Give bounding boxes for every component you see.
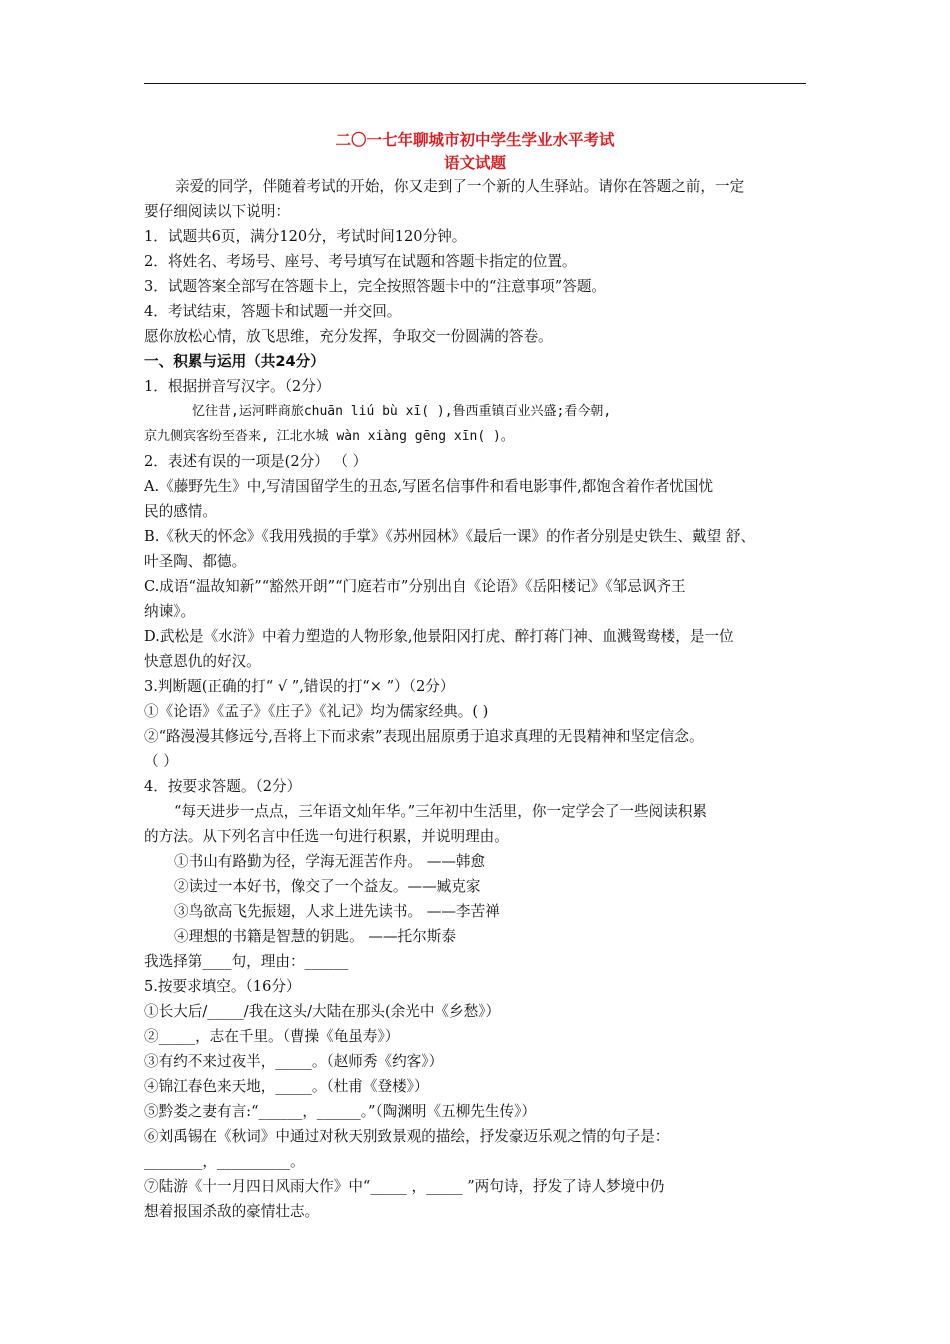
- q5-item: ①长大后/_____/我在这头/大陆在那头(余光中《乡愁》）: [144, 1003, 501, 1020]
- q3-item: （ ）: [144, 753, 178, 770]
- q5-item: ⑤黔娄之妻有言:“______，______。”（陶渊明《五柳先生传》）: [144, 1103, 536, 1120]
- option-c: 纳谏》。: [144, 603, 196, 620]
- q1-line: 京九侧宾客纷至沓来, 江北水城 wàn xiàng gēng xīn( )。: [144, 429, 514, 444]
- q3-item: ②“路漫漫其修远兮,吾将上下而求索”表现出屈原勇于追求真理的无畏精神和坚定信念。: [144, 728, 704, 745]
- q4-quote: ③鸟欲高飞先振翅，人求上进先读书。 ——李苦禅: [174, 903, 500, 920]
- instruction-item: 3．试题答案全部写在答题卡上，完全按照答题卡中的“注意事项”答题。: [144, 278, 607, 295]
- option-c: C.成语“温故知新”“豁然开朗”“门庭若市”分别出自《论语》《岳阳楼记》《邹忌讽齐王: [144, 578, 686, 595]
- question-stem: 5.按要求填空。（16分）: [144, 978, 301, 995]
- q1-line: 忆往昔,运河畔商旅chuān liú bù xī( ),鲁西重镇百业兴盛;看今朝,: [192, 404, 612, 419]
- top-rule: [144, 83, 806, 84]
- instruction-item: 1．试题共6页，满分120分，考试时间120分钟。: [144, 228, 467, 245]
- q5-item: ④锦江春色来天地，_____。（杜甫《登楼》）: [144, 1078, 429, 1095]
- q4-answer: 我选择第____句，理由：______: [144, 953, 349, 970]
- option-d: 快意恩仇的好汉。: [144, 653, 261, 670]
- q3-item: ①《论语》《孟子》《庄子》《礼记》均为儒家经典。( ): [144, 703, 489, 720]
- closing-line: 愿你放松心情，放飞思维，充分发挥，争取交一份圆满的答卷。: [144, 328, 553, 345]
- q5-item: 想着报国杀敌的豪情壮志。: [144, 1203, 320, 1220]
- q4-quote: ①书山有路勤为径，学海无涯苦作舟。 ——韩愈: [174, 853, 486, 870]
- intro-line: 要仔细阅读以下说明：: [144, 203, 290, 220]
- q5-item: ③有约不来过夜半，_____。（赵师秀《约客》）: [144, 1053, 444, 1070]
- q5-item: ________，__________。: [144, 1153, 305, 1170]
- question-stem: 4．按要求答题。（2分）: [144, 778, 302, 795]
- question-stem: 2．表述有误的一项是(2分） （ ）: [144, 453, 368, 470]
- q4-quote: ④理想的书籍是智慧的钥匙。 ——托尔斯泰: [174, 928, 456, 945]
- q5-item: ⑦陆游《十一月四日风雨大作》中“_____ ，_____ ”两句诗，抒发了诗人梦境中仍: [144, 1178, 665, 1195]
- q5-item: ②_____，志在千里。（曹操《龟虽寿》）: [144, 1028, 400, 1045]
- q4-paragraph: “每天进步一点点，三年语文灿年华。”三年初中生活里，你一定学会了一些阅读积累: [174, 803, 707, 820]
- option-a: 民的感情。: [144, 503, 217, 520]
- intro-line: 亲爱的同学，伴随着考试的开始，你又走到了一个新的人生驿站。请你在答题之前，一定: [175, 178, 745, 195]
- option-d: D.武松是《水浒》中着力塑造的人物形象,他景阳冈打虎、醉打蒋门神、血溅鸳鸯楼，是一位: [144, 628, 734, 645]
- option-b: 叶圣陶、都德。: [144, 553, 247, 570]
- q4-paragraph: 的方法。从下列名言中任选一句进行积累，并说明理由。: [144, 828, 509, 845]
- question-stem: 1．根据拼音写汉字。（2分）: [144, 378, 331, 395]
- exam-subtitle: 语文试题: [443, 154, 506, 172]
- option-b: B.《秋天的怀念》《我用残损的手掌》《苏州园林》《最后一课》的作者分别是史铁生、戴望 舒、: [144, 528, 756, 545]
- q4-quote: ②读过一本好书，像交了一个益友。——臧克家: [174, 878, 481, 895]
- section-heading: 一、积累与运用（共24分）: [144, 353, 325, 370]
- instruction-item: 2．将姓名、考场号、座号、考号填写在试题和答题卡指定的位置。: [144, 253, 577, 270]
- option-a: A.《藤野先生》中,写清国留学生的丑态,写匿名信事件和看电影事件,都饱含着作者忧国忧: [144, 478, 714, 495]
- exam-title: 二〇一七年聊城市初中学生学业水平考试: [335, 131, 615, 149]
- question-stem: 3.判断题(正确的打“ √ ”,错误的打“× ”）（2分）: [144, 678, 455, 695]
- instruction-item: 4．考试结束，答题卡和试题一并交回。: [144, 303, 402, 320]
- q5-item: ⑥刘禹锡在《秋词》中通过对秋天别致景观的描绘，抒发豪迈乐观之情的句子是：: [144, 1128, 670, 1145]
